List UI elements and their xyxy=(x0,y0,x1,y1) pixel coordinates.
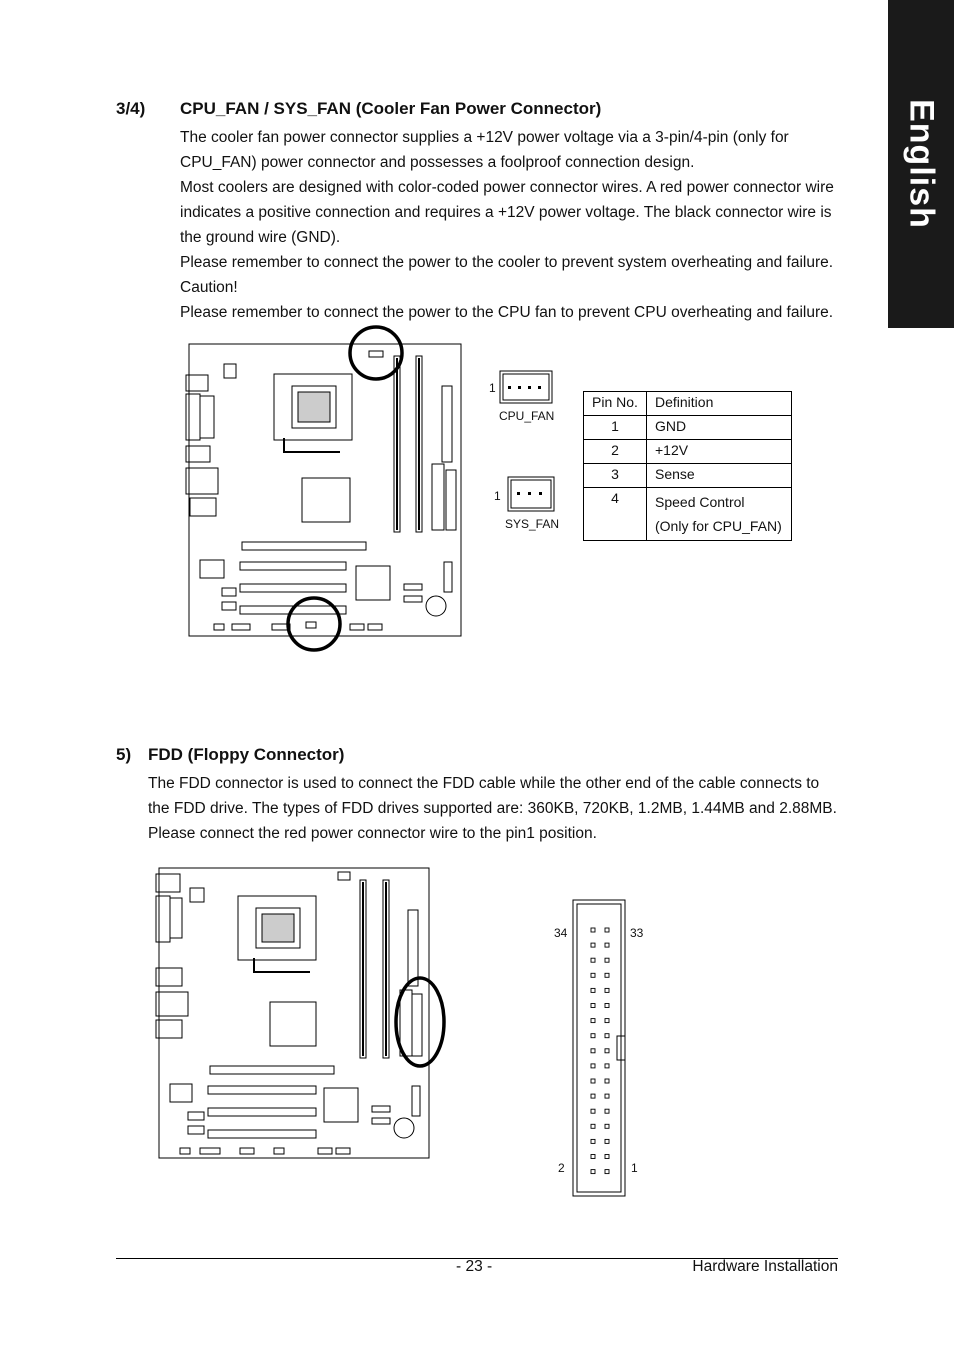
fdd-highlight xyxy=(396,978,444,1066)
cpu-fan-connector xyxy=(486,368,566,426)
table-cell-definition: +12V xyxy=(647,440,792,464)
table-row xyxy=(584,488,792,541)
fdd-pin xyxy=(605,1109,609,1113)
table-cell-pin: 2 xyxy=(584,440,647,464)
table-cell-definition-line2: (Only for CPU_FAN) xyxy=(655,518,782,534)
footer-section: Hardware Installation xyxy=(692,1258,838,1275)
fdd-pin xyxy=(605,1170,609,1174)
language-tab-label: English xyxy=(902,99,941,229)
fdd-connector-pinout xyxy=(550,896,650,1202)
section1-para-2: Most coolers are designed with color-coded power connector wires. A red power connector wire indicates a positive connection and requires a +12V power voltage. The black connector wire is the ground wire (GND). xyxy=(180,179,834,246)
fdd-pin xyxy=(591,1004,595,1008)
table-row xyxy=(584,464,792,488)
language-tab xyxy=(888,0,954,328)
table-cell-pin: 4 xyxy=(584,488,647,541)
section1-number: 3/4) xyxy=(116,99,146,118)
fdd-pin xyxy=(605,1079,609,1083)
table-cell-pin: 3 xyxy=(584,464,647,488)
table-row xyxy=(584,440,792,464)
sys-fan-pin1-label: 1 xyxy=(494,489,501,503)
fdd-pin xyxy=(591,1124,595,1128)
fdd-pin xyxy=(591,1064,595,1068)
fdd-pin xyxy=(605,988,609,992)
fdd-pin xyxy=(605,1019,609,1023)
fdd-pin xyxy=(605,1064,609,1068)
motherboard-diagram-fan xyxy=(180,322,470,656)
table-cell-definition-line1: Speed Control xyxy=(655,494,745,510)
section2-para-2: Please connect the red power connector wire to the pin1 position. xyxy=(148,825,597,842)
section1-para-1: The cooler fan power connector supplies a +12V power voltage via a 3-pin/4-pin (only for CPU_FAN) power connector and possesses a foolproof connection design. xyxy=(180,129,789,171)
fdd-pin xyxy=(605,1049,609,1053)
fdd-pin xyxy=(591,1034,595,1038)
fdd-pin xyxy=(591,1079,595,1083)
fdd-pin xyxy=(591,1139,595,1143)
fdd-pin-2-label: 2 xyxy=(558,1161,565,1175)
table-cell-definition xyxy=(647,488,792,541)
cpu-fan-highlight xyxy=(350,327,402,379)
section2-title: FDD (Floppy Connector) xyxy=(148,745,345,764)
cpu-fan-pin1-label: 1 xyxy=(489,381,496,395)
fdd-pin xyxy=(591,1094,595,1098)
fdd-pin xyxy=(605,973,609,977)
fdd-pin xyxy=(591,1049,595,1053)
section2-para-1: The FDD connector is used to connect the FDD cable while the other end of the cable connects to the FDD drive. The types of FDD drives supported are: 360KB, 720KB, 1.2MB, 1.44MB and 2.88MB. xyxy=(148,775,837,817)
fdd-pin-34-label: 34 xyxy=(554,926,568,940)
section1-para-5: Please remember to connect the power to the CPU fan to prevent CPU overheating and failure. xyxy=(180,304,834,321)
table-cell-definition: GND xyxy=(647,416,792,440)
fdd-pin xyxy=(591,1109,595,1113)
fdd-pin xyxy=(605,1004,609,1008)
fdd-pin xyxy=(591,1170,595,1174)
table-cell-definition: Sense xyxy=(647,464,792,488)
table-row xyxy=(584,416,792,440)
fdd-pin-1-label: 1 xyxy=(631,1161,638,1175)
fdd-pin xyxy=(605,928,609,932)
fdd-pin xyxy=(605,1034,609,1038)
fdd-pin xyxy=(605,1094,609,1098)
fdd-pin xyxy=(605,1124,609,1128)
section2-body xyxy=(148,771,845,846)
section1-para-4: Caution! xyxy=(180,279,238,296)
fdd-pin xyxy=(591,928,595,932)
fdd-pin xyxy=(605,943,609,947)
page-number: - 23 - xyxy=(456,1258,493,1275)
fan-pin-table xyxy=(583,391,792,541)
cpu-fan-label: CPU_FAN xyxy=(499,409,555,423)
fdd-pin xyxy=(591,988,595,992)
table-header-pin: Pin No. xyxy=(584,392,647,416)
table-header-definition: Definition xyxy=(647,392,792,416)
motherboard-diagram-fdd xyxy=(150,862,450,1164)
fdd-pin xyxy=(591,1019,595,1023)
fdd-pin xyxy=(591,1155,595,1159)
section1-body xyxy=(180,125,845,325)
sys-fan-connector xyxy=(490,474,570,534)
fdd-pin xyxy=(591,973,595,977)
fdd-pin xyxy=(605,1139,609,1143)
fdd-pin-grid xyxy=(591,928,609,1174)
fdd-pin-33-label: 33 xyxy=(630,926,644,940)
fdd-pin xyxy=(605,958,609,962)
section1-title: CPU_FAN / SYS_FAN (Cooler Fan Power Connector) xyxy=(180,99,602,118)
section1-para-3: Please remember to connect the power to the cooler to prevent system overheating and failure. xyxy=(180,254,834,271)
section2-number: 5) xyxy=(116,745,132,764)
table-cell-pin: 1 xyxy=(584,416,647,440)
fdd-pin xyxy=(591,958,595,962)
fdd-pin xyxy=(591,943,595,947)
sys-fan-label: SYS_FAN xyxy=(505,517,560,531)
fdd-pin xyxy=(605,1155,609,1159)
table-header-row xyxy=(584,392,792,416)
